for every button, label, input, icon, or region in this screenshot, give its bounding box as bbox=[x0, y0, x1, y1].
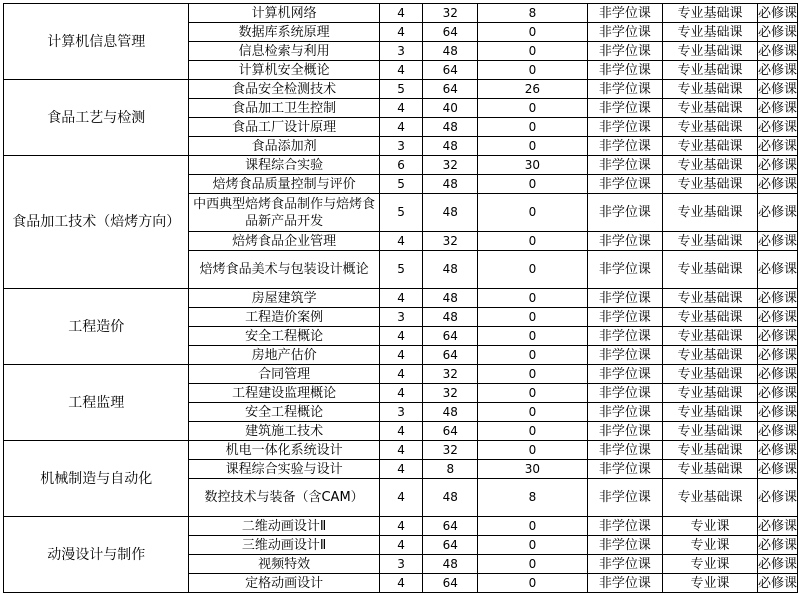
class-hours: 8 bbox=[423, 460, 478, 479]
course-name: 课程综合实验 bbox=[189, 156, 379, 175]
degree-type: 非学位课 bbox=[587, 251, 662, 289]
requirement: 必修课 bbox=[757, 309, 797, 325]
practice-hours: 0 bbox=[478, 555, 588, 574]
degree-type: 非学位课 bbox=[587, 574, 662, 593]
requirement: 必修课 bbox=[757, 518, 797, 534]
course-category: 专业基础课 bbox=[662, 137, 757, 156]
degree-type: 非学位课 bbox=[587, 289, 662, 308]
degree-type: 非学位课 bbox=[587, 308, 662, 327]
practice-hours: 0 bbox=[478, 232, 588, 251]
course-name: 食品工厂设计原理 bbox=[189, 118, 379, 137]
credits: 6 bbox=[379, 156, 423, 175]
course-category: 专业基础课 bbox=[662, 61, 757, 80]
credits: 4 bbox=[379, 536, 423, 555]
course-category: 专业基础课 bbox=[662, 194, 757, 232]
practice-hours: 0 bbox=[478, 175, 588, 194]
course-category: 专业课 bbox=[662, 517, 757, 536]
credits: 5 bbox=[379, 194, 423, 232]
course-category: 专业基础课 bbox=[662, 156, 757, 175]
course-name: 房屋建筑学 bbox=[189, 289, 379, 308]
requirement: 必修课 bbox=[757, 556, 797, 572]
course-category: 专业基础课 bbox=[662, 403, 757, 422]
practice-hours: 30 bbox=[478, 156, 588, 175]
class-hours: 48 bbox=[423, 479, 478, 517]
class-hours: 64 bbox=[423, 536, 478, 555]
course-name: 安全工程概论 bbox=[189, 403, 379, 422]
requirement: 必修课 bbox=[757, 347, 797, 363]
degree-type: 非学位课 bbox=[587, 42, 662, 61]
credits: 4 bbox=[379, 23, 423, 42]
requirement: 必修课 bbox=[757, 404, 797, 420]
requirement: 必修课 bbox=[757, 366, 797, 382]
course-name: 焙烤食品企业管理 bbox=[189, 232, 379, 251]
course-category: 专业课 bbox=[662, 574, 757, 593]
major-name: 工程监理 bbox=[4, 365, 189, 441]
class-hours: 48 bbox=[423, 42, 478, 61]
practice-hours: 0 bbox=[478, 289, 588, 308]
degree-type: 非学位课 bbox=[587, 61, 662, 80]
degree-type: 非学位课 bbox=[587, 384, 662, 403]
class-hours: 64 bbox=[423, 346, 478, 365]
course-category: 专业基础课 bbox=[662, 384, 757, 403]
table-row bbox=[4, 4, 798, 23]
degree-type: 非学位课 bbox=[587, 555, 662, 574]
course-category: 专业课 bbox=[662, 536, 757, 555]
class-hours: 48 bbox=[423, 175, 478, 194]
course-category: 专业基础课 bbox=[662, 175, 757, 194]
degree-type: 非学位课 bbox=[587, 137, 662, 156]
course-name: 食品安全检测技术 bbox=[189, 80, 379, 99]
course-category: 专业基础课 bbox=[662, 422, 757, 441]
requirement: 必修课 bbox=[757, 290, 797, 306]
course-name: 定格动画设计 bbox=[189, 574, 379, 593]
class-hours: 48 bbox=[423, 555, 478, 574]
course-table bbox=[3, 3, 798, 593]
requirement: 必修课 bbox=[757, 62, 797, 78]
degree-type: 非学位课 bbox=[587, 422, 662, 441]
practice-hours: 0 bbox=[478, 346, 588, 365]
table-body bbox=[4, 4, 798, 593]
course-category: 专业基础课 bbox=[662, 99, 757, 118]
course-category: 专业基础课 bbox=[662, 346, 757, 365]
practice-hours: 0 bbox=[478, 574, 588, 593]
credits: 3 bbox=[379, 308, 423, 327]
course-name: 计算机网络 bbox=[189, 4, 379, 23]
credits: 3 bbox=[379, 555, 423, 574]
credits: 5 bbox=[379, 175, 423, 194]
degree-type: 非学位课 bbox=[587, 365, 662, 384]
course-category: 专业课 bbox=[662, 555, 757, 574]
credits: 5 bbox=[379, 251, 423, 289]
major-name: 食品加工技术（焙烤方向） bbox=[4, 156, 189, 289]
practice-hours: 0 bbox=[478, 251, 588, 289]
class-hours: 64 bbox=[423, 574, 478, 593]
class-hours: 48 bbox=[423, 403, 478, 422]
class-hours: 64 bbox=[423, 23, 478, 42]
degree-type: 非学位课 bbox=[587, 99, 662, 118]
credits: 4 bbox=[379, 422, 423, 441]
practice-hours: 0 bbox=[478, 23, 588, 42]
requirement: 必修课 bbox=[757, 43, 797, 59]
course-name: 三维动画设计Ⅱ bbox=[189, 536, 379, 555]
degree-type: 非学位课 bbox=[587, 327, 662, 346]
credits: 4 bbox=[379, 118, 423, 137]
class-hours: 32 bbox=[423, 232, 478, 251]
requirement: 必修课 bbox=[757, 233, 797, 249]
credits: 4 bbox=[379, 441, 423, 460]
course-category: 专业基础课 bbox=[662, 308, 757, 327]
degree-type: 非学位课 bbox=[587, 23, 662, 42]
credits: 4 bbox=[379, 479, 423, 517]
requirement: 必修课 bbox=[757, 479, 797, 517]
practice-hours: 0 bbox=[478, 42, 588, 61]
course-category: 专业基础课 bbox=[662, 4, 757, 23]
major-name: 计算机信息管理 bbox=[4, 4, 189, 80]
degree-type: 非学位课 bbox=[587, 194, 662, 232]
class-hours: 48 bbox=[423, 118, 478, 137]
course-name: 机电一体化系统设计 bbox=[189, 441, 379, 460]
credits: 4 bbox=[379, 289, 423, 308]
degree-type: 非学位课 bbox=[587, 460, 662, 479]
credits: 3 bbox=[379, 137, 423, 156]
requirement: 必修课 bbox=[757, 5, 797, 21]
requirement: 必修课 bbox=[757, 24, 797, 40]
table-row bbox=[4, 80, 798, 99]
course-category: 专业基础课 bbox=[662, 251, 757, 289]
practice-hours: 0 bbox=[478, 517, 588, 536]
degree-type: 非学位课 bbox=[587, 118, 662, 137]
requirement: 必修课 bbox=[757, 251, 797, 289]
course-category: 专业基础课 bbox=[662, 42, 757, 61]
course-name: 计算机安全概论 bbox=[189, 61, 379, 80]
course-name: 中西典型焙烤食品制作与焙烤食品新产品开发 bbox=[189, 194, 379, 232]
credits: 4 bbox=[379, 346, 423, 365]
degree-type: 非学位课 bbox=[587, 441, 662, 460]
course-name: 食品添加剂 bbox=[189, 137, 379, 156]
course-name: 课程综合实验与设计 bbox=[189, 460, 379, 479]
requirement: 必修课 bbox=[757, 461, 797, 477]
course-category: 专业基础课 bbox=[662, 118, 757, 137]
table-row bbox=[4, 289, 798, 308]
course-name: 视频特效 bbox=[189, 555, 379, 574]
credits: 4 bbox=[379, 61, 423, 80]
practice-hours: 0 bbox=[478, 536, 588, 555]
credits: 4 bbox=[379, 327, 423, 346]
course-name: 食品加工卫生控制 bbox=[189, 99, 379, 118]
credits: 4 bbox=[379, 517, 423, 536]
class-hours: 48 bbox=[423, 251, 478, 289]
credits: 4 bbox=[379, 99, 423, 118]
credits: 4 bbox=[379, 460, 423, 479]
practice-hours: 0 bbox=[478, 61, 588, 80]
course-name: 焙烤食品美术与包装设计概论 bbox=[189, 251, 379, 289]
course-name: 焙烤食品质量控制与评价 bbox=[189, 175, 379, 194]
course-name: 数据库系统原理 bbox=[189, 23, 379, 42]
class-hours: 48 bbox=[423, 289, 478, 308]
class-hours: 48 bbox=[423, 308, 478, 327]
credits: 4 bbox=[379, 384, 423, 403]
requirement: 必修课 bbox=[757, 385, 797, 401]
class-hours: 64 bbox=[423, 61, 478, 80]
course-category: 专业基础课 bbox=[662, 23, 757, 42]
practice-hours: 0 bbox=[478, 384, 588, 403]
practice-hours: 0 bbox=[478, 137, 588, 156]
course-category: 专业基础课 bbox=[662, 441, 757, 460]
course-category: 专业基础课 bbox=[662, 365, 757, 384]
degree-type: 非学位课 bbox=[587, 232, 662, 251]
class-hours: 64 bbox=[423, 517, 478, 536]
credits: 3 bbox=[379, 403, 423, 422]
major-name: 工程造价 bbox=[4, 289, 189, 365]
major-name: 食品工艺与检测 bbox=[4, 80, 189, 156]
credits: 5 bbox=[379, 80, 423, 99]
degree-type: 非学位课 bbox=[587, 346, 662, 365]
class-hours: 40 bbox=[423, 99, 478, 118]
course-name: 合同管理 bbox=[189, 365, 379, 384]
requirement: 必修课 bbox=[757, 119, 797, 135]
requirement: 必修课 bbox=[757, 81, 797, 97]
course-name: 安全工程概论 bbox=[189, 327, 379, 346]
requirement: 必修课 bbox=[757, 575, 797, 591]
practice-hours: 0 bbox=[478, 422, 588, 441]
practice-hours: 0 bbox=[478, 441, 588, 460]
course-name: 建筑施工技术 bbox=[189, 422, 379, 441]
course-name: 数控技术与装备（含CAM） bbox=[189, 479, 379, 517]
degree-type: 非学位课 bbox=[587, 80, 662, 99]
degree-type: 非学位课 bbox=[587, 403, 662, 422]
table-row bbox=[4, 365, 798, 384]
table-row bbox=[4, 517, 798, 536]
class-hours: 32 bbox=[423, 4, 478, 23]
course-category: 专业基础课 bbox=[662, 289, 757, 308]
class-hours: 64 bbox=[423, 80, 478, 99]
course-name: 工程造价案例 bbox=[189, 308, 379, 327]
degree-type: 非学位课 bbox=[587, 175, 662, 194]
class-hours: 32 bbox=[423, 384, 478, 403]
practice-hours: 0 bbox=[478, 365, 588, 384]
course-category: 专业基础课 bbox=[662, 479, 757, 517]
class-hours: 48 bbox=[423, 137, 478, 156]
class-hours: 32 bbox=[423, 441, 478, 460]
table-row bbox=[4, 156, 798, 175]
requirement: 必修课 bbox=[757, 442, 797, 458]
requirement: 必修课 bbox=[757, 423, 797, 439]
practice-hours: 8 bbox=[478, 479, 588, 517]
course-name: 房地产估价 bbox=[189, 346, 379, 365]
practice-hours: 8 bbox=[478, 4, 588, 23]
practice-hours: 30 bbox=[478, 460, 588, 479]
class-hours: 64 bbox=[423, 422, 478, 441]
degree-type: 非学位课 bbox=[587, 479, 662, 517]
course-category: 专业基础课 bbox=[662, 232, 757, 251]
major-name: 机械制造与自动化 bbox=[4, 441, 189, 517]
requirement: 必修课 bbox=[757, 157, 797, 173]
degree-type: 非学位课 bbox=[587, 4, 662, 23]
class-hours: 32 bbox=[423, 365, 478, 384]
course-name: 信息检索与利用 bbox=[189, 42, 379, 61]
practice-hours: 26 bbox=[478, 80, 588, 99]
credits: 4 bbox=[379, 574, 423, 593]
practice-hours: 0 bbox=[478, 308, 588, 327]
practice-hours: 0 bbox=[478, 327, 588, 346]
requirement: 必修课 bbox=[757, 328, 797, 344]
class-hours: 64 bbox=[423, 327, 478, 346]
class-hours: 32 bbox=[423, 156, 478, 175]
credits: 4 bbox=[379, 4, 423, 23]
credits: 3 bbox=[379, 42, 423, 61]
practice-hours: 0 bbox=[478, 99, 588, 118]
requirement: 必修课 bbox=[757, 100, 797, 116]
table-row bbox=[4, 441, 798, 460]
class-hours: 48 bbox=[423, 194, 478, 232]
requirement: 必修课 bbox=[757, 138, 797, 154]
degree-type: 非学位课 bbox=[587, 517, 662, 536]
major-name: 动漫设计与制作 bbox=[4, 517, 189, 593]
credits: 4 bbox=[379, 365, 423, 384]
requirement: 必修课 bbox=[757, 537, 797, 553]
requirement: 必修课 bbox=[757, 194, 797, 232]
requirement: 必修课 bbox=[757, 176, 797, 192]
course-category: 专业基础课 bbox=[662, 460, 757, 479]
course-name: 工程建设监理概论 bbox=[189, 384, 379, 403]
practice-hours: 0 bbox=[478, 403, 588, 422]
degree-type: 非学位课 bbox=[587, 156, 662, 175]
course-category: 专业基础课 bbox=[662, 80, 757, 99]
practice-hours: 0 bbox=[478, 118, 588, 137]
degree-type: 非学位课 bbox=[587, 536, 662, 555]
credits: 4 bbox=[379, 232, 423, 251]
practice-hours: 0 bbox=[478, 194, 588, 232]
course-category: 专业基础课 bbox=[662, 327, 757, 346]
course-name: 二维动画设计Ⅱ bbox=[189, 517, 379, 536]
